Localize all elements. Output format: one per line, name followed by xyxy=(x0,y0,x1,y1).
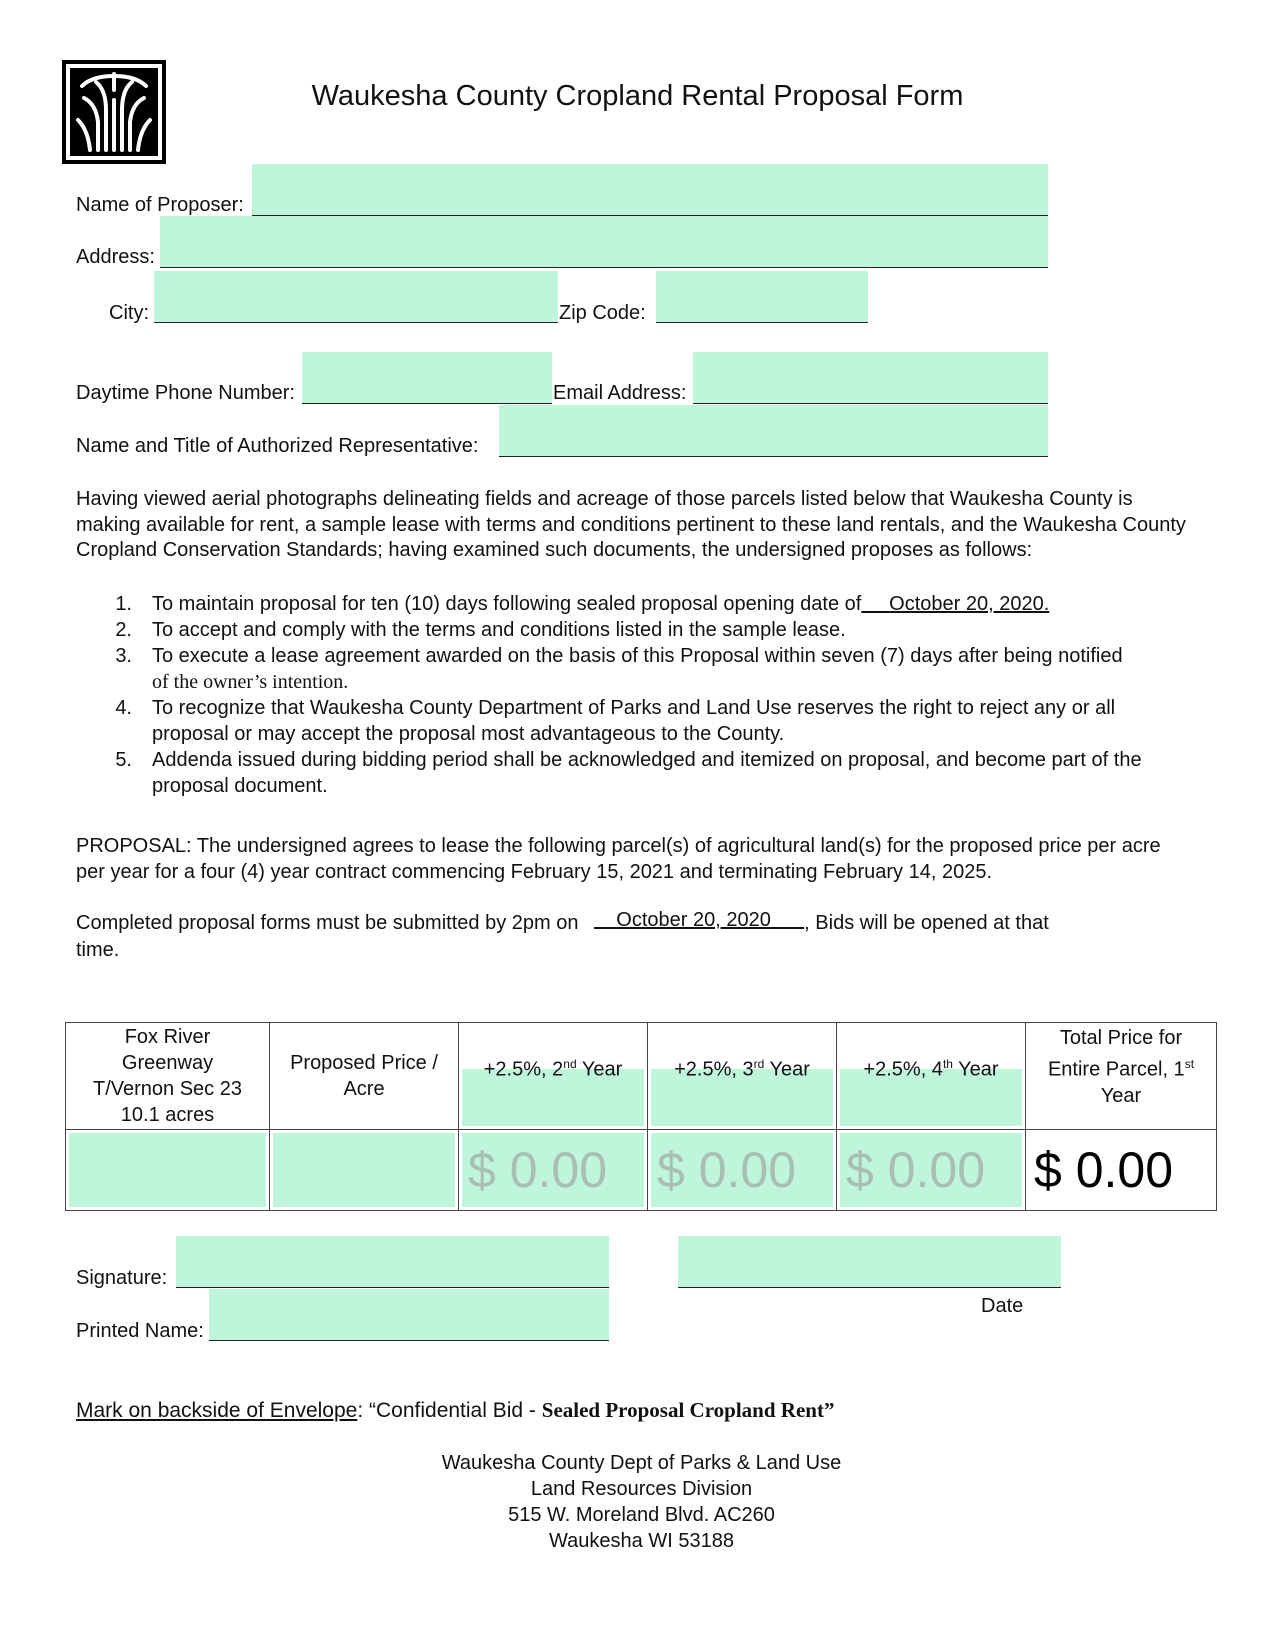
zip-field[interactable] xyxy=(656,271,868,323)
rep-field[interactable] xyxy=(499,405,1048,457)
city-field[interactable] xyxy=(154,271,558,323)
page-title: Waukesha County Cropland Rental Proposal Form xyxy=(311,80,964,112)
signature-field[interactable] xyxy=(176,1236,609,1288)
intro-paragraph: Having viewed aerial photographs delineating fields and acreage of those parcels listed below that Waukesha County is making available for rent, a sample lease with terms and conditions pertinent to these land rentals, and the Waukesha County Cropland Conservation Standards; having examined such documents, the undersigned proposes as follows: xyxy=(76,488,1186,561)
term-item: To recognize that Waukesha County Department of Parks and Land Use reserves the right to reject any or all proposal or may accept the proposal most advantageous to the County. xyxy=(152,697,1116,745)
proposal-paragraph: PROPOSAL: The undersigned agrees to lease the following parcel(s) of agricultural land(s) for the proposed price per acre per year for a four (4) year contract commencing February 15, 2021 and terminating February 14, 2025. xyxy=(76,835,1161,883)
total-header: Total Price for Entire Parcel, 1st Year xyxy=(1026,1023,1217,1130)
city-label: City: xyxy=(109,302,149,324)
deadline-text-line2: time. xyxy=(76,939,120,961)
deadline-date: October 20, 2020 xyxy=(616,909,771,931)
term-number: 5. xyxy=(115,749,132,771)
year4-header: +2.5%, 4th Year xyxy=(837,1023,1026,1130)
address-field[interactable] xyxy=(160,216,1048,268)
total-value-cell: $ 0.00 xyxy=(1026,1130,1217,1211)
date-label: Date xyxy=(981,1295,1024,1317)
printed-name-field[interactable] xyxy=(209,1289,609,1341)
term-number: 1. xyxy=(115,593,132,615)
term-item: To execute a lease agreement awarded on the basis of this Proposal within seven (7) days after being notified of the owner’s intention. xyxy=(152,645,1123,693)
year4-value-cell: $ 0.00 xyxy=(837,1130,1026,1211)
name-label: Name of Proposer: xyxy=(76,194,244,216)
term-item: To maintain proposal for ten (10) days following sealed proposal opening date of October 20, 2020. xyxy=(152,593,1050,615)
year2-value-cell: $ 0.00 xyxy=(459,1130,648,1211)
phone-field[interactable] xyxy=(302,352,552,404)
year2-header: +2.5%, 2nd Year xyxy=(459,1023,648,1130)
date-field[interactable] xyxy=(678,1236,1061,1288)
mailing-address: Waukesha County Dept of Parks & Land Use Land Resources Division 515 W. Moreland Blvd. AC260 Waukesha WI 53188 xyxy=(441,1452,842,1552)
email-label: Email Address: xyxy=(553,382,687,404)
table-row xyxy=(66,1130,1217,1211)
name-field[interactable] xyxy=(252,164,1048,216)
term-number: 4. xyxy=(115,697,132,719)
opening-date: October 20, 2020. xyxy=(889,593,1050,615)
phone-label: Daytime Phone Number: xyxy=(76,382,295,404)
year3-header: +2.5%, 3rd Year xyxy=(648,1023,837,1130)
price-input-cell[interactable] xyxy=(270,1130,459,1211)
zip-label: Zip Code: xyxy=(559,302,646,324)
printed-name-label: Printed Name: xyxy=(76,1320,204,1342)
bid-table xyxy=(65,1022,1217,1211)
address-label: Address: xyxy=(76,246,155,268)
parcel-header: Fox River Greenway T/Vernon Sec 23 10.1 acres xyxy=(66,1023,270,1130)
envelope-instruction: Mark on backside of Envelope: “Confidential Bid - Sealed Proposal Cropland Rent” xyxy=(76,1398,835,1422)
term-number: 3. xyxy=(115,645,132,667)
rep-label: Name and Title of Authorized Representative: xyxy=(76,435,479,457)
signature-label: Signature: xyxy=(76,1267,168,1289)
term-number: 2. xyxy=(115,619,132,641)
price-header: Proposed Price / Acre xyxy=(270,1023,459,1130)
deadline-text: Completed proposal forms must be submitted by 2pm on October 20, 2020 , Bids will be opened at that xyxy=(76,909,1049,934)
year3-value-cell: $ 0.00 xyxy=(648,1130,837,1211)
email-field[interactable] xyxy=(693,352,1048,404)
term-item: To accept and comply with the terms and conditions listed in the sample lease. xyxy=(152,619,846,641)
term-item: Addenda issued during bidding period shall be acknowledged and itemized on proposal, and become part of the proposal document. xyxy=(152,749,1142,797)
table-header-row xyxy=(66,1023,1217,1130)
parcel-value-cell[interactable] xyxy=(66,1130,270,1211)
